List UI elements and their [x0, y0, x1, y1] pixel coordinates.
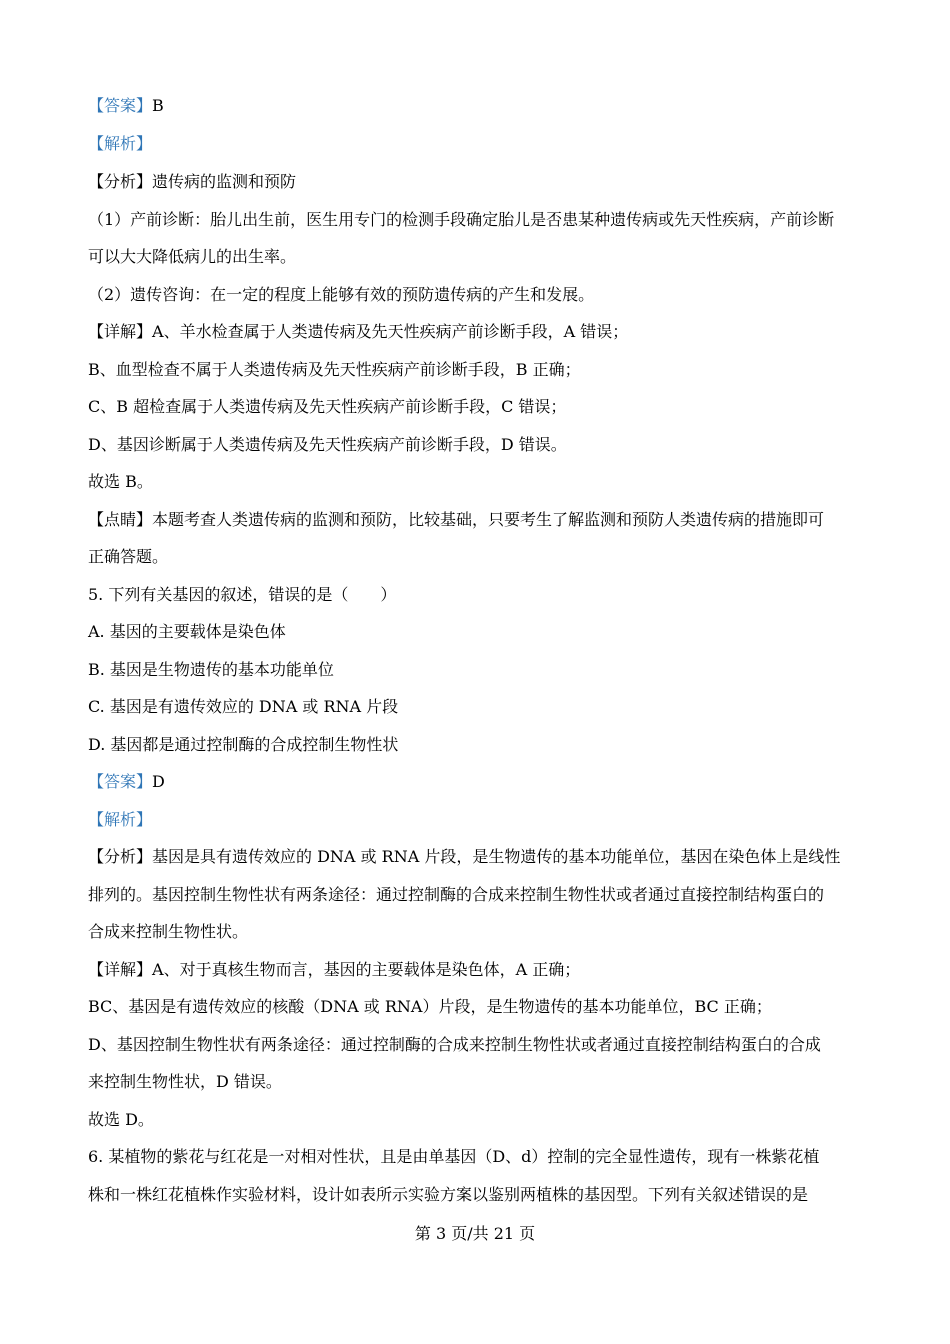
paragraph-line: D、基因控制生物性状有两条途径：通过控制酶的合成来控制生物性状或者通过直接控制结构蛋白的合成 [88, 1035, 821, 1054]
q4-answer-line [88, 96, 164, 116]
fenxi-text: 遗传病的监测和预防 [152, 172, 297, 191]
paragraph-line: （1）产前诊断：胎儿出生前，医生用专门的检测手段确定胎儿是否患某种遗传病或先天性疾病，产前诊断 [88, 210, 835, 229]
option-d: D. 基因都是通过控制酶的合成控制生物性状 [88, 735, 399, 754]
paragraph-line: 故选 D。 [88, 1110, 154, 1129]
option-a: A. 基因的主要载体是染色体 [88, 622, 286, 641]
q5-answer-line [88, 772, 165, 792]
paragraph-line: D、基因诊断属于人类遗传病及先天性疾病产前诊断手段，D 错误。 [88, 435, 567, 454]
paragraph-line: 来控制生物性状，D 错误。 [88, 1072, 282, 1091]
q4-dianjing-line [88, 510, 824, 530]
xiangjie-text: A、羊水检查属于人类遗传病及先天性疾病产前诊断手段，A 错误； [152, 322, 629, 341]
page-number: 第 3 页/共 21 页 [414, 1224, 536, 1243]
paragraph-line: （2）遗传咨询：在一定的程度上能够有效的预防遗传病的产生和发展。 [88, 285, 595, 304]
dianjing-text: 本题考查人类遗传病的监测和预防，比较基础，只要考生了解监测和预防人类遗传病的措施即可 [152, 510, 825, 529]
paragraph-line: C、B 超检查属于人类遗传病及先天性疾病产前诊断手段，C 错误； [88, 397, 567, 416]
answer-tag: 【答案】 [88, 772, 153, 791]
answer-value: D [152, 772, 165, 791]
question-stem: 5. 下列有关基因的叙述，错误的是（ ） [88, 585, 397, 604]
q5-fenxi-line [88, 847, 840, 867]
paragraph-line: 故选 B。 [88, 472, 153, 491]
paragraph-line: B、血型检查不属于人类遗传病及先天性疾病产前诊断手段，B 正确； [88, 360, 581, 379]
paragraph-line: 可以大大降低病儿的出生率。 [88, 247, 297, 266]
analysis-tag: 【解析】 [88, 810, 153, 829]
paragraph-line: 排列的。基因控制生物性状有两条途径：通过控制酶的合成来控制生物性状或者通过直接控制结构蛋白的 [88, 885, 825, 904]
q4-fenxi-line [88, 172, 296, 192]
fenxi-tag: 【分析】 [88, 847, 153, 866]
fenxi-text: 基因是具有遗传效应的 DNA 或 RNA 片段，是生物遗传的基本功能单位，基因在染色体上是线性 [152, 847, 841, 866]
option-c: C. 基因是有遗传效应的 DNA 或 RNA 片段 [88, 697, 399, 716]
analysis-tag: 【解析】 [88, 134, 153, 153]
xiangjie-tag: 【详解】 [88, 960, 153, 979]
xiangjie-tag: 【详解】 [88, 322, 153, 341]
q4-xiangjie-line [88, 322, 628, 342]
paragraph-line: BC、基因是有遗传效应的核酸（DNA 或 RNA）片段，是生物遗传的基本功能单位，BC 正确； [88, 997, 772, 1016]
paragraph-line: 合成来控制生物性状。 [88, 922, 249, 941]
q5-xiangjie-line [88, 960, 580, 980]
paragraph-line: 正确答题。 [88, 547, 169, 566]
answer-tag: 【答案】 [88, 96, 153, 115]
xiangjie-text: A、对于真核生物而言，基因的主要载体是染色体，A 正确； [152, 960, 581, 979]
option-b: B. 基因是生物遗传的基本功能单位 [88, 660, 334, 679]
paragraph-line: 株和一株红花植株作实验材料，设计如表所示实验方案以鉴别两植株的基因型。下列有关叙述错误的是 [88, 1185, 809, 1204]
answer-value: B [152, 96, 164, 115]
dianjing-tag: 【点睛】 [88, 510, 153, 529]
fenxi-tag: 【分析】 [88, 172, 153, 191]
question-stem: 6. 某植物的紫花与红花是一对相对性状，且是由单基因（D、d）控制的完全显性遗传，现有一株紫花植 [88, 1147, 820, 1166]
